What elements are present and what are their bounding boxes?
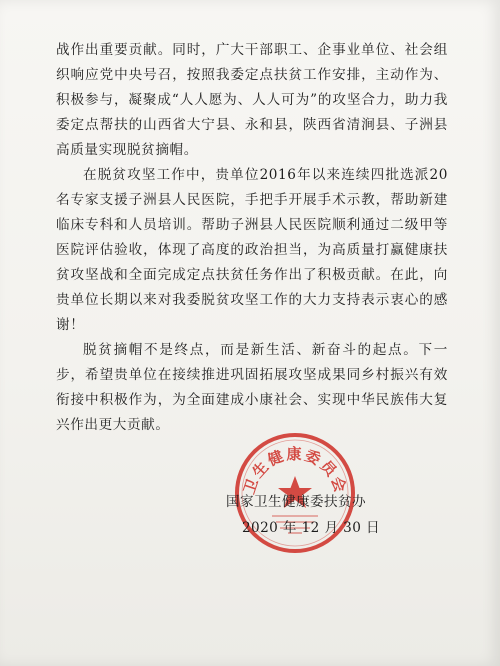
signing-date: 2020 年 12 月 30 日	[242, 520, 380, 536]
signing-organization: 国家卫生健康委扶贫办	[226, 494, 366, 510]
paragraph-expert-support: 在脱贫攻坚工作中，贵单位2016年以来连续四批选派20名专家支援子洲县人民医院，手把手开展手术示教，帮助新建临床专科和人员培训。帮助子洲县人民医院顺利通过二级甲等医院评估验收，体现了高度的政治担当，为高质量打赢健康扶贫攻坚战和全面完成定点扶贫任务作出了积极贡献。在此，向贵单位长期以来对我委脱贫攻坚工作的大力支持表示衷心的感谢！	[56, 167, 448, 333]
seal-arc-text: 卫生健康委员会	[240, 445, 350, 497]
paragraph-future-hope: 脱贫摘帽不是终点，而是新生活、新奋斗的起点。下一步，希望贵单位在接续推进巩固拓展攻坚成果同乡村振兴有效衔接中积极作为，为全面建成小康社会、实现中华民族伟大复兴作出更大贡献。	[56, 342, 448, 433]
paragraph-contribution: 战作出重要贡献。同时，广大干部职工、企事业单位、社会组织响应党中央号召，按照我委定点扶贫工作安排，主动作为、积极参与，凝聚成“人人愿为、人人可为”的攻坚合力，助力我委定点帮扶的山西省大宁县、永和县，陕西省清涧县、子洲县高质量实现脱贫摘帽。	[56, 42, 448, 158]
signature-block	[226, 489, 426, 541]
letter-body	[56, 38, 448, 438]
